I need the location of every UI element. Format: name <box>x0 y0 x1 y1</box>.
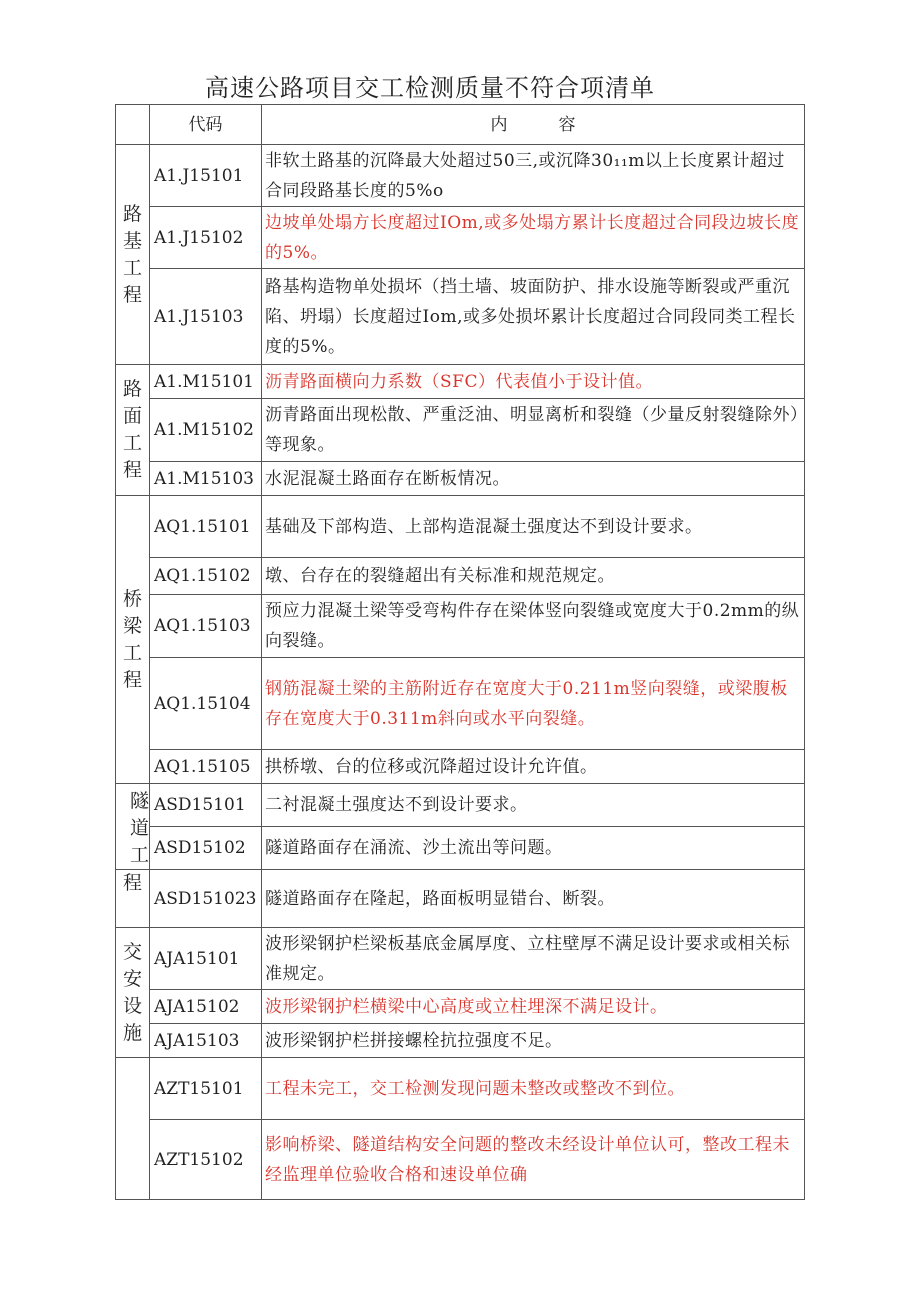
table-row <box>116 207 805 269</box>
row-content: 拱桥墩、台的位移或沉降超过设计允许值。 <box>262 750 805 784</box>
category-roadbed: 路基工程 <box>116 145 150 365</box>
table-header-row <box>116 105 805 145</box>
row-code: A1.J15103 <box>150 269 262 365</box>
row-code: ASD151023 <box>150 870 262 928</box>
row-code: A1.J15101 <box>150 145 262 207</box>
row-code: ASD15102 <box>150 827 262 870</box>
row-content: 波形梁钢护栏梁板基底金属厚度、立柱壁厚不满足设计要求或相关标准规定。 <box>262 928 805 990</box>
table-row <box>116 595 805 658</box>
row-content: 预应力混凝土梁等受弯构件存在梁体竖向裂缝或宽度大于0.2mm的纵向裂缝。 <box>262 595 805 658</box>
table-row <box>116 1058 805 1120</box>
row-code: AQ1.15104 <box>150 658 262 750</box>
table-row <box>116 928 805 990</box>
row-content: 隧道路面存在涌流、沙土流出等问题。 <box>262 827 805 870</box>
row-content: 工程未完工，交工检测发现问题未整改或整改不到位。 <box>262 1058 805 1120</box>
row-content: 波形梁钢护栏横梁中心高度或立柱埋深不满足设计。 <box>262 990 805 1024</box>
table-row <box>116 496 805 558</box>
row-content: 沥青路面横向力系数（SFC）代表值小于设计值。 <box>262 365 805 399</box>
table-row <box>116 750 805 784</box>
category-tunnel-cont: 程 <box>116 870 150 928</box>
category-safety: 交安设施 <box>116 928 150 1058</box>
table-row <box>116 145 805 207</box>
row-code: AJA15103 <box>150 1024 262 1058</box>
header-code: 代码 <box>150 105 262 145</box>
nonconformity-table <box>115 104 805 1200</box>
row-code: A1.J15102 <box>150 207 262 269</box>
row-content: 隧道路面存在隆起，路面板明显错台、断裂。 <box>262 870 805 928</box>
table-row <box>116 784 805 827</box>
row-code: A1.M15102 <box>150 399 262 462</box>
header-category-cell <box>116 105 150 145</box>
row-code: AQ1.15103 <box>150 595 262 658</box>
row-content: 沥青路面出现松散、严重泛油、明显离析和裂缝（少量反射裂缝除外）等现象。 <box>262 399 805 462</box>
row-code: A1.M15101 <box>150 365 262 399</box>
table-row <box>116 269 805 365</box>
row-code: AQ1.15105 <box>150 750 262 784</box>
table-row <box>116 462 805 496</box>
row-content: 波形梁钢护栏拼接螺栓抗拉强度不足。 <box>262 1024 805 1058</box>
table-row <box>116 870 805 928</box>
row-code: AQ1.15102 <box>150 558 262 595</box>
table-row <box>116 399 805 462</box>
row-code: AQ1.15101 <box>150 496 262 558</box>
row-content: 影响桥梁、隧道结构安全问题的整改未经设计单位认可，整改工程未经监理单位验收合格和速设单位确 <box>262 1120 805 1200</box>
category-bridge: 桥梁工程 <box>116 496 150 784</box>
table-row <box>116 658 805 750</box>
row-code: AZT15102 <box>150 1120 262 1200</box>
category-pavement: 路面工程 <box>116 365 150 496</box>
row-code: AZT15101 <box>150 1058 262 1120</box>
row-code: A1.M15103 <box>150 462 262 496</box>
row-code: ASD15101 <box>150 784 262 827</box>
table-row <box>116 365 805 399</box>
header-content: 内 容 <box>262 105 805 145</box>
table-row <box>116 558 805 595</box>
table-row <box>116 1024 805 1058</box>
page-title: 高速公路项目交工检测质量不符合项清单 <box>205 74 655 102</box>
row-content: 基础及下部构造、上部构造混凝土强度达不到设计要求。 <box>262 496 805 558</box>
row-content: 钢筋混凝土梁的主筋附近存在宽度大于0.211m竖向裂缝，或梁腹板存在宽度大于0.311m斜向或水平向裂缝。 <box>262 658 805 750</box>
row-content: 路基构造物单处损坏（挡土墙、坡面防护、排水设施等断裂或严重沉陷、坍塌）长度超过Iom,或多处损坏累计长度超过合同段同类工程长度的5%。 <box>262 269 805 365</box>
row-content: 非软土路基的沉降最大处超过50三,或沉降30₁₁m以上长度累计超过合同段路基长度的5%o <box>262 145 805 207</box>
row-content: 边坡单处塌方长度超过IOm,或多处塌方累计长度超过合同段边坡长度的5%。 <box>262 207 805 269</box>
row-content: 二衬混凝土强度达不到设计要求。 <box>262 784 805 827</box>
row-content: 水泥混凝土路面存在断板情况。 <box>262 462 805 496</box>
table-row <box>116 827 805 870</box>
table-row <box>116 1120 805 1200</box>
category-other <box>116 1058 150 1200</box>
row-code: AJA15102 <box>150 990 262 1024</box>
category-tunnel: 隧道工 <box>116 784 150 870</box>
row-code: AJA15101 <box>150 928 262 990</box>
row-content: 墩、台存在的裂缝超出有关标准和规范规定。 <box>262 558 805 595</box>
table-row <box>116 990 805 1024</box>
